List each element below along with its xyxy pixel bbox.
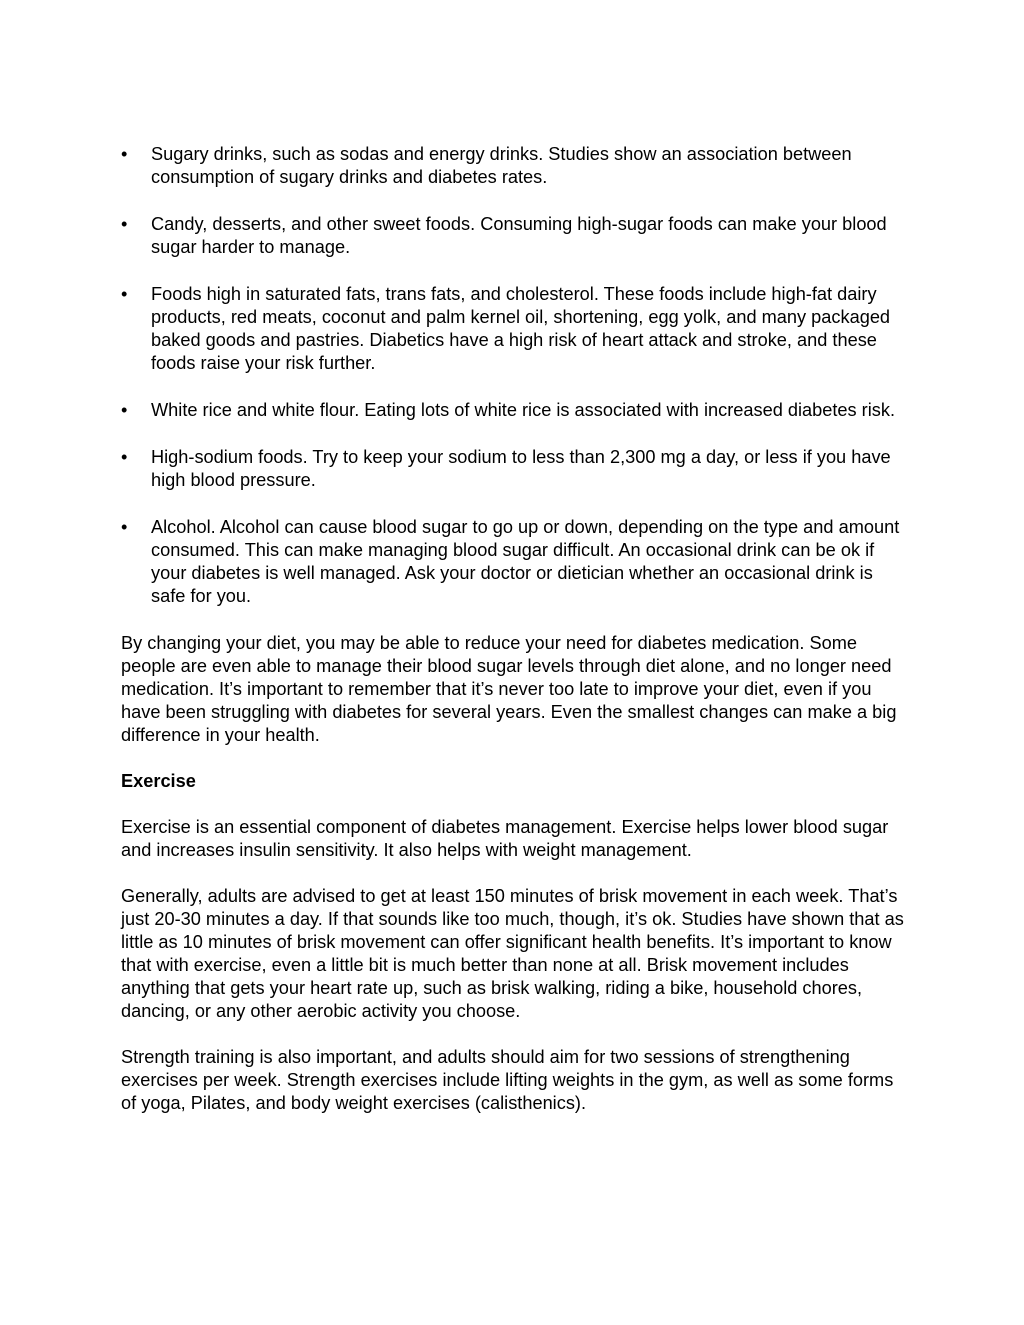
list-item-text: White rice and white flour. Eating lots of white rice is associated with increased diabetes risk.: [151, 400, 896, 420]
foods-to-avoid-list: [121, 143, 911, 608]
document-page: [121, 143, 911, 1138]
list-item: [121, 283, 911, 375]
list-item-text: High-sodium foods. Try to keep your sodium to less than 2,300 mg a day, or less if you have high blood pressure.: [151, 447, 891, 490]
bullet-icon: •: [121, 284, 128, 304]
exercise-paragraph: Generally, adults are advised to get at least 150 minutes of brisk movement in each week. That’s just 20-30 minutes a day. If that sounds like too much, though, it’s ok. Studies have shown that as little as 10 minutes of brisk movement can offer significant health benefits. It’s important to know that with exercise, even a little bit is much better than none at all. Brisk movement includes anything that gets your heart rate up, such as brisk walking, riding a bike, household chores, dancing, or any other aerobic activity you choose.: [121, 886, 904, 1021]
exercise-paragraph: Exercise is an essential component of diabetes management. Exercise helps lower blood sugar and increases insulin sensitivity. It also helps with weight management.: [121, 817, 889, 860]
list-item: [121, 399, 911, 422]
bullet-icon: •: [121, 517, 128, 537]
list-item-text: Alcohol. Alcohol can cause blood sugar to go up or down, depending on the type and amount consumed. This can make managing blood sugar difficult. An occasional drink can be ok if your diabetes is well managed. Ask your doctor or dietician whether an occasional drink is safe for you.: [151, 517, 900, 606]
list-item-text: Sugary drinks, such as sodas and energy drinks. Studies show an association between consumption of sugary drinks and diabetes rates.: [151, 144, 852, 187]
bullet-icon: •: [121, 144, 128, 164]
bullet-icon: •: [121, 447, 128, 467]
exercise-heading: Exercise: [121, 771, 196, 791]
list-item-text: Candy, desserts, and other sweet foods. Consuming high-sugar foods can make your blood sugar harder to manage.: [151, 214, 887, 257]
bullet-icon: •: [121, 214, 128, 234]
list-item: [121, 446, 911, 492]
list-item: [121, 213, 911, 259]
list-item: [121, 516, 911, 608]
list-item-text: Foods high in saturated fats, trans fats, and cholesterol. These foods include high-fat dairy products, red meats, coconut and palm kernel oil, shortening, egg yolk, and many packaged baked goods and pastries. Diabetics have a high risk of heart attack and stroke, and these foods raise your risk further.: [151, 284, 891, 373]
bullet-icon: •: [121, 400, 128, 420]
list-item: [121, 143, 911, 189]
diet-paragraph: By changing your diet, you may be able to reduce your need for diabetes medication. Some people are even able to manage their blood sugar levels through diet alone, and no longer need medication. It’s important to remember that it’s never too late to improve your diet, even if you have been struggling with diabetes for several years. Even the smallest changes can make a big difference in your health.: [121, 633, 897, 745]
exercise-paragraph: Strength training is also important, and adults should aim for two sessions of strengthening exercises per week. Strength exercises include lifting weights in the gym, as well as some forms of yoga, Pilates, and body weight exercises (calisthenics).: [121, 1047, 894, 1113]
